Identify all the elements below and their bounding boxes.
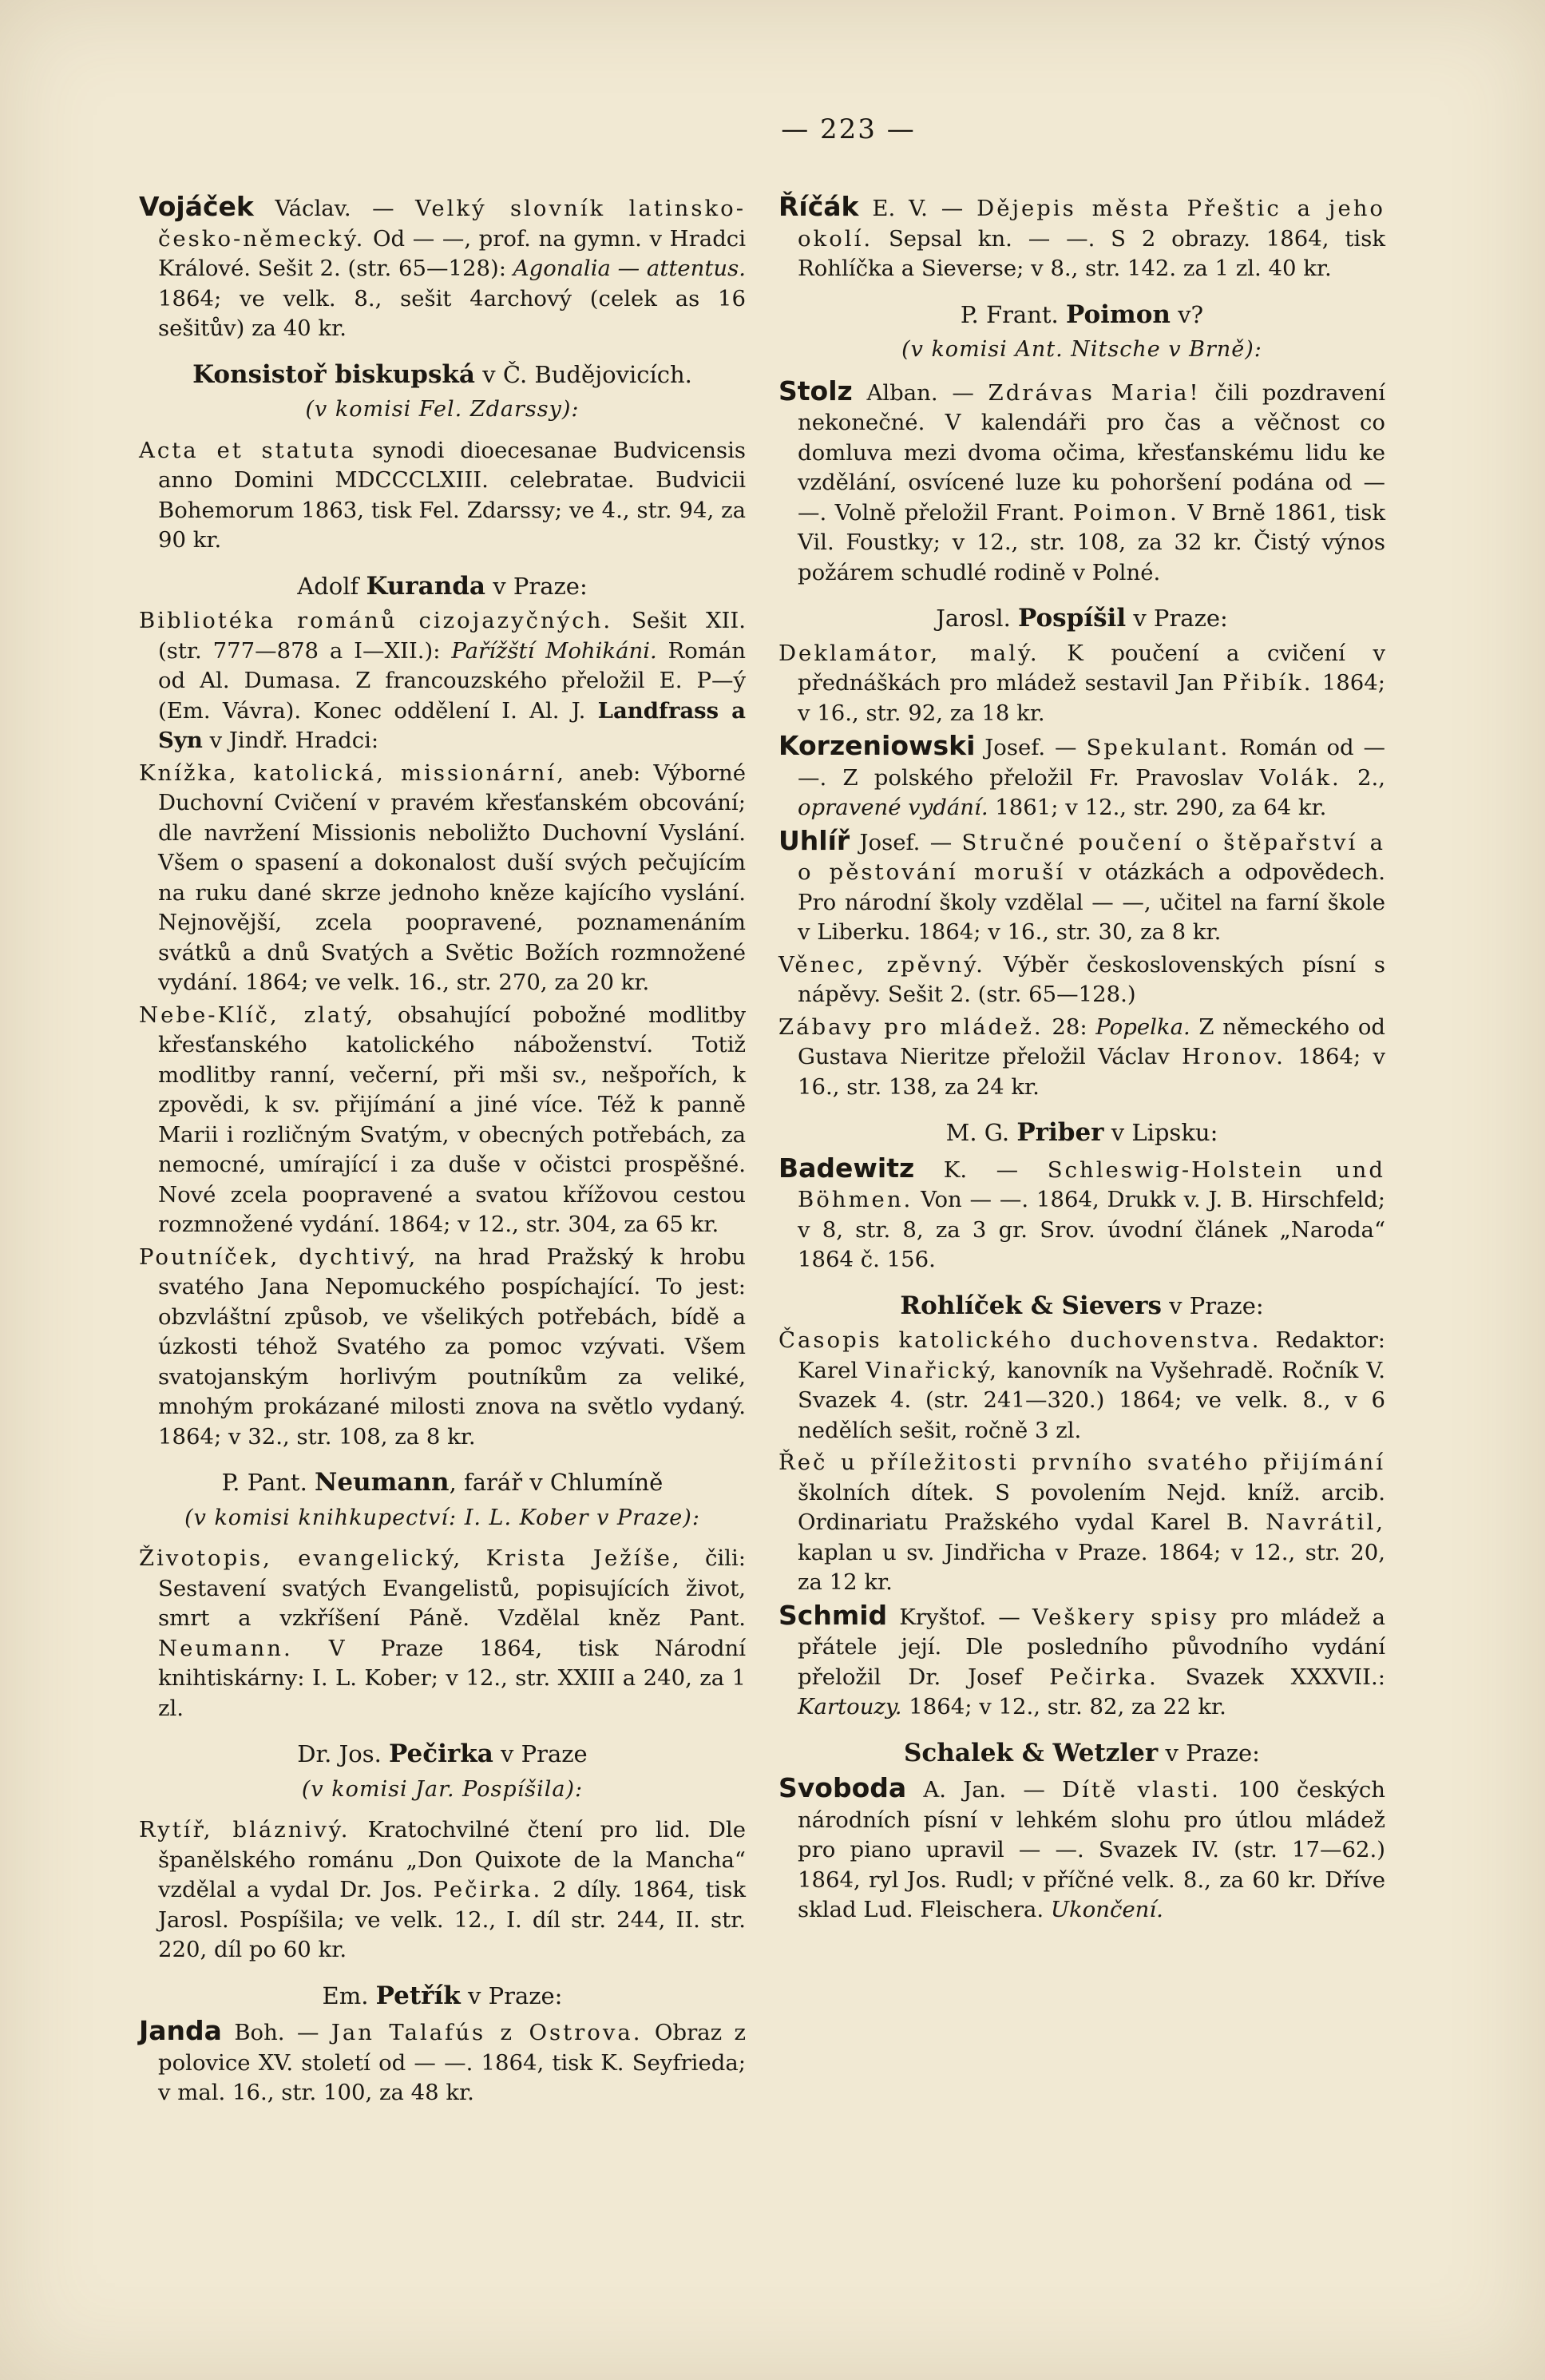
catalog-entry: Badewitz K. — Schleswig-Holstein und Böhmen. Von — —. 1864, Drukk v. J. B. Hirschfeld; v 8, str. 8, za 3 gr. Srov. úvodní článek „Naroda“ 1864 č. 156.	[778, 1152, 1385, 1272]
catalog-entry: Věnec, zpěvný. Výběr československých písní s nápěvy. Sešit 2. (str. 65—128.)	[778, 951, 1385, 1007]
publisher-note: (v komisi Ant. Nitsche v Brně):	[901, 337, 1262, 362]
catalog-entry: Říčák E. V. — Dějepis města Přeštic a jeho okolí. Sepsal kn. — —. S 2 obrazy. 1864, tisk Rohlíčka a Sieverse; v 8., str. 142. za 1 zl. 40 kr.	[778, 191, 1385, 281]
catalog-entry: Deklamátor, malý. K poučení a cvičení v přednáškách pro mládež sestavil Jan Přibík. 1864; v 16., str. 92, za 18 kr.	[778, 640, 1385, 726]
catalog-entry: Časopis katolického duchovenstva. Redaktor: Karel Vinařický, kanovník na Vyšehradě. Ročník V. Svazek 4. (str. 241—320.) 1864; ve velk. 8., v 6 nedělích sešit, ročně 3 zl.	[778, 1327, 1385, 1443]
publisher-note: (v komisi Jar. Pospíšila):	[301, 1776, 584, 1802]
catalog-entry: Uhlíř Josef. — Stručné poučení o štěpařství a o pěstování moruší v otázkách a odpovědech. Pro národní školy vzdělal — —, učitel na farní škole v Liberku. 1864; v 16., str. 30, za 8 kr.	[778, 824, 1385, 945]
publisher-heading: Rohlíček & Sievers v Praze:	[900, 1291, 1264, 1320]
catalog-entry: Svoboda A. Jan. — Dítě vlasti. 100 českých národních písní v lehkém slohu pro útlou mládež pro piano upravil — —. Svazek IV. (str. 17—62.) 1864, ryl Jos. Rudl; v příčné velk. 8., za 60 kr. Dříve sklad Lud. Fleischera. Ukončení.	[778, 1772, 1385, 1922]
publisher-heading: Konsistoř biskupská v Č. Budějovicích.	[192, 359, 692, 389]
catalog-entry: Zábavy pro mládež. 28: Popelka. Z německého od Gustava Nieritze přeložil Václav Hronov. 1864; v 16., str. 138, za 24 kr.	[778, 1013, 1385, 1100]
catalog-entry: Životopis, evangelický, Krista Ježíše, čili: Sestavení svatých Evangelistů, popisujících život, smrt a vzkříšení Páně. Vzdělal kněz Pant. Neumann. V Praze 1864, tisk Národní knihtiskárny: I. L. Kober; v 12., str. XXIII a 240, za 1 zl.	[139, 1545, 747, 1721]
right-column	[778, 192, 1385, 1928]
catalog-entry: Knížka, katolická, missionární, aneb: Výborné Duchovní Cvičení v pravém křesťanském obcování; dle navržení Missionis neboližto Duchovní Vyslání. Všem o spasení a dokonalost duší svých pečujícím na ruku dané skrze jednoho kněze kajícího vyslání. Nejnovější, zcela poopravené, poznamenáním svátků a dnů Svatých a Světic Božích rozmnožené vydání. 1864; ve velk. 16., str. 270, za 20 kr.	[139, 760, 747, 995]
catalog-entry: Nebe-Klíč, zlatý, obsahující pobožné modlitby křesťanského katolického náboženství. Totiž modlitby ranní, večerní, při mši sv., nešpořích, k zpovědi, k sv. přijímání a jiné více. Též k panně Marii i rozličným Svatým, v obecných potřebách, za nemocné, umírající i za duše v očistci prospěšné. Nové zcela poopravené a svatou křížovou cestou rozmnožené vydání. 1864; v 12., str. 304, za 65 kr.	[139, 1002, 746, 1237]
catalog-entry: Janda Boh. — Jan Talafús z Ostrova. Obraz z polovice XV. století od — —. 1864, tisk K. Seyfrieda; v mal. 16., str. 100, za 48 kr.	[139, 2015, 746, 2105]
publisher-heading: Dr. Jos. Pečirka v Praze	[297, 1739, 588, 1768]
publisher-heading: M. G. Priber v Lipsku:	[945, 1118, 1218, 1147]
left-column	[139, 192, 746, 2111]
publisher-heading: Schalek & Wetzler v Praze:	[904, 1738, 1260, 1767]
catalog-entry: Řeč u příležitosti prvního svatého přijímání školních dítek. S povolením Nejd. kníž. arcib. Ordinariatu Pražského vydal Karel B. Navrátil, kaplan u sv. Jindřicha v Praze. 1864; v 12., str. 20, za 12 kr.	[778, 1450, 1385, 1595]
publisher-heading: Jarosl. Pospíšil v Praze:	[936, 604, 1228, 633]
catalog-entry: Acta et statuta synodi dioecesanae Budvicensis anno Domini MDCCCLXIII. celebratae. Budvicii Bohemorum 1863, tisk Fel. Zdarssy; ve 4., str. 94, za 90 kr.	[139, 437, 746, 553]
publisher-heading: Adolf Kuranda v Praze:	[297, 571, 588, 601]
catalog-entry: Vojáček Václav. — Velký slovník latinsko-česko-německý. Od — —, prof. na gymn. v Hradci Králové. Sešit 2. (str. 65—128): Agonalia — attentus. 1864; ve velk. 8., sešit 4archový (celek as 16 sešitův) za 40 kr.	[139, 191, 746, 341]
catalog-entry: Stolz Alban. — Zdrávas Maria! čili pozdravení nekonečné. V kalendáři pro čas a věčnost co domluva mezi dvoma očima, křesťanskému lidu ke vzdělání, osvícené luze ku pohoršení podána od — —. Volně přeložil Frant. Poimon. V Brně 1861, tisk Vil. Foustky; v 12., str. 108, za 32 kr. Čistý výnos požárem schudlé rodině v Polné.	[778, 375, 1385, 585]
catalog-entry: Poutníček, dychtivý, na hrad Pražský k hrobu svatého Jana Nepomuckého pospíchající. To jest: obzvláštní způsob, ve všelikých potřebách, bídě a úzkosti téhož Svatého za pomoc vzývati. Všem svatojanským horlivým poutníkům za veliké, mnohým prokázané milosti znova na světlo vydaný. 1864; v 32., str. 108, za 8 kr.	[139, 1244, 746, 1450]
publisher-heading: P. Pant. Neumann, farář v Chlumíně	[221, 1468, 664, 1497]
publisher-note: (v komisi Fel. Zdarssy):	[305, 397, 580, 422]
publisher-note: (v komisi knihkupectví: I. L. Kober v Praze):	[184, 1505, 700, 1530]
page-number: — 223 —	[781, 113, 916, 145]
catalog-entry: Bibliotéka románů cizojazyčných. Sešit XII. (str. 777—878 a I—XII.): Pařížští Mohikáni. Román od Al. Dumasa. Z francouzského přeložil E. P—ý (Em. Vávra). Konec oddělení I. Al. J. Landfrass a Syn v Jindř. Hradci:	[139, 608, 747, 753]
publisher-heading: P. Frant. Poimon v?	[960, 299, 1204, 329]
publisher-heading: Em. Petřík v Praze:	[322, 1981, 563, 2010]
catalog-entry: Korzeniowski Josef. — Spekulant. Román od — —. Z polského přeložil Fr. Pravoslav Volák. 2., opravené vydání. 1861; v 12., str. 290, za 64 kr.	[778, 730, 1385, 820]
catalog-entry: Rytíř, bláznivý. Kratochvilné čtení pro lid. Dle španělského románu „Don Quixote de la Mancha“ vzdělal a vydal Dr. Jos. Pečirka. 2 díly. 1864, tisk Jarosl. Pospíšila; ve velk. 12., I. díl str. 244, II. str. 220, díl po 60 kr.	[139, 1817, 746, 1962]
catalog-entry: Schmid Kryštof. — Veškery spisy pro mládež a přátele její. Dle posledního původního vydání přeložil Dr. Josef Pečirka. Svazek XXXVII.: Kartouzy. 1864; v 12., str. 82, za 22 kr.	[778, 1599, 1385, 1720]
